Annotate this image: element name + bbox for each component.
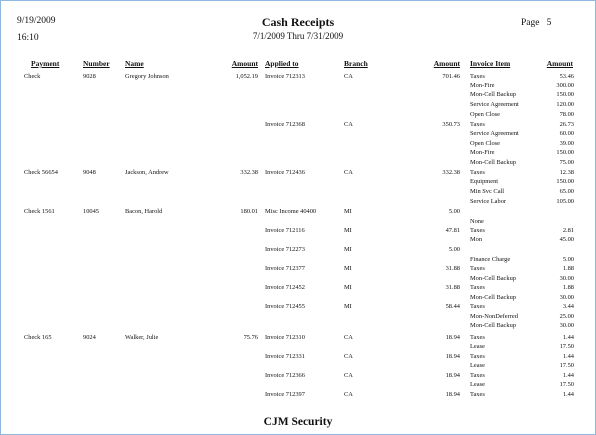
invoice-item: Taxes: [470, 303, 485, 310]
payment-type: Check 165: [24, 334, 52, 341]
col-amount-item: Amount: [546, 59, 573, 68]
payment-type: Check 1561: [24, 208, 55, 215]
payment-number: 9028: [83, 73, 96, 80]
branch: MI: [344, 265, 352, 272]
applied-to: Invoice 712331: [265, 353, 305, 360]
invoice-item: Service Labor: [470, 198, 507, 205]
invoice-item: Taxes: [470, 391, 485, 398]
report-date: 9/19/2009: [17, 16, 56, 26]
invoice-item: Taxes: [470, 169, 485, 176]
item-amount: 17.50: [559, 362, 574, 369]
customer-name: Jackson, Andrew: [125, 169, 169, 176]
branch: MI: [344, 227, 352, 234]
invoice-item: None: [470, 218, 484, 225]
applied-amount: 31.88: [445, 284, 460, 291]
invoice-item: Lease: [470, 362, 485, 369]
page-indicator: [521, 18, 551, 28]
applied-amount: 31.88: [445, 265, 460, 272]
item-amount: 5.00: [562, 256, 574, 263]
item-amount: 1.44: [562, 391, 574, 398]
invoice-item: Open Close: [470, 111, 500, 118]
applied-amount: 58.44: [445, 303, 460, 310]
applied-amount: 18.94: [445, 372, 460, 379]
item-amount: 120.00: [556, 101, 574, 108]
branch: CA: [344, 169, 353, 176]
col-amount-applied: Amount: [433, 59, 460, 68]
applied-amount: 332.38: [442, 169, 460, 176]
invoice-item: Open Close: [470, 140, 500, 147]
item-amount: 30.00: [559, 275, 574, 282]
invoice-item: Mon-Fire: [470, 149, 495, 156]
applied-to: Invoice 712368: [265, 121, 305, 128]
applied-amount: 47.81: [445, 227, 460, 234]
report-title: Cash Receipts: [261, 15, 335, 29]
branch: CA: [344, 372, 353, 379]
payment-number: 9048: [83, 169, 96, 176]
item-amount: 17.50: [559, 381, 574, 388]
col-branch: Branch: [344, 59, 368, 68]
branch: CA: [344, 391, 353, 398]
branch: CA: [344, 353, 353, 360]
item-amount: 3.44: [562, 303, 574, 310]
branch: CA: [344, 121, 353, 128]
item-amount: 53.46: [559, 73, 574, 80]
col-amount: Amount: [231, 59, 258, 68]
applied-to: Invoice 712452: [265, 284, 305, 291]
item-amount: 26.73: [559, 121, 574, 128]
invoice-item: Lease: [470, 343, 485, 350]
applied-to: Invoice 712366: [265, 372, 305, 379]
payment-type: Check: [24, 73, 41, 80]
branch: CA: [344, 334, 353, 341]
invoice-item: Service Agreement: [470, 130, 519, 137]
invoice-item: Mon-Fire: [470, 82, 495, 89]
item-amount: 300.00: [556, 82, 574, 89]
customer-name: Bacon, Harold: [125, 208, 163, 215]
item-amount: 105.00: [556, 198, 574, 205]
invoice-item: Min Svc Call: [470, 188, 505, 195]
applied-to: Invoice 712397: [265, 391, 305, 398]
applied-amount: 18.94: [445, 334, 460, 341]
item-amount: 1.88: [562, 284, 574, 291]
branch: MI: [344, 284, 352, 291]
item-amount: 78.00: [559, 111, 574, 118]
applied-amount: 701.46: [442, 73, 460, 80]
report-time: 16:10: [17, 33, 39, 43]
applied-to: Misc Income 40400: [265, 208, 317, 215]
payment-amount: 1,052.19: [235, 73, 258, 80]
item-amount: 2.81: [562, 227, 574, 234]
payment-amount: 75.76: [243, 334, 258, 341]
invoice-item: Taxes: [470, 73, 485, 80]
invoice-item: Lease: [470, 381, 485, 388]
item-amount: 1.44: [562, 334, 574, 341]
item-amount: 75.00: [559, 159, 574, 166]
applied-to: Invoice 712310: [265, 334, 305, 341]
applied-amount: 5.00: [448, 208, 460, 215]
page-label: Page: [521, 18, 540, 28]
item-amount: 39.00: [559, 140, 574, 147]
invoice-item: Taxes: [470, 334, 485, 341]
item-amount: 1.44: [562, 372, 574, 379]
item-amount: 65.00: [559, 188, 574, 195]
col-name: Name: [125, 59, 144, 68]
branch: MI: [344, 246, 352, 253]
payment-amount: 180.01: [240, 208, 258, 215]
item-amount: 12.38: [559, 169, 574, 176]
payment-number: 10045: [83, 208, 99, 215]
applied-amount: 18.94: [445, 391, 460, 398]
invoice-item: Service Agreement: [470, 101, 519, 108]
invoice-item: Mon-Cell Backup: [470, 91, 516, 98]
applied-to: Invoice 712455: [265, 303, 305, 310]
invoice-item: Taxes: [470, 121, 485, 128]
item-amount: 45.00: [559, 236, 574, 243]
applied-amount: 350.73: [442, 121, 460, 128]
customer-name: Gregory Johnson: [125, 73, 169, 80]
payment-amount: 332.38: [240, 169, 258, 176]
item-amount: 150.00: [556, 178, 574, 185]
col-applied-to: Applied to: [265, 59, 299, 68]
item-amount: 17.50: [559, 343, 574, 350]
branch: CA: [344, 73, 353, 80]
item-amount: 1.88: [562, 265, 574, 272]
invoice-item: Taxes: [470, 284, 485, 291]
item-amount: 1.44: [562, 353, 574, 360]
applied-to: Invoice 712116: [265, 227, 305, 234]
payment-type: Check 56654: [24, 169, 58, 176]
invoice-item: Taxes: [470, 353, 485, 360]
report-subtitle: 7/1/2009 Thru 7/31/2009: [252, 31, 344, 41]
company-footer: CJM Security: [263, 416, 333, 428]
applied-to: Invoice 712313: [265, 73, 305, 80]
invoice-item: Mon-Cell Backup: [470, 275, 516, 282]
invoice-item: Taxes: [470, 265, 485, 272]
branch: MI: [344, 303, 352, 310]
payment-number: 9024: [83, 334, 96, 341]
item-amount: 150.00: [556, 91, 574, 98]
branch: MI: [344, 208, 352, 215]
invoice-item: Finance Charge: [470, 256, 511, 263]
item-amount: 30.00: [559, 322, 574, 329]
item-amount: 150.00: [556, 149, 574, 156]
invoice-item: Mon-Cell Backup: [470, 159, 516, 166]
item-amount: 60.00: [559, 130, 574, 137]
applied-amount: 5.00: [448, 246, 460, 253]
applied-to: Invoice 712377: [265, 265, 305, 272]
invoice-item: Mon-Cell Backup: [470, 294, 516, 301]
col-invoice-item: Invoice Item: [470, 59, 511, 68]
col-number: Number: [83, 59, 110, 68]
invoice-item: Mon: [470, 236, 483, 243]
applied-amount: 18.94: [445, 353, 460, 360]
page-number: 5: [546, 18, 552, 28]
invoice-item: Taxes: [470, 227, 485, 234]
applied-to: Invoice 712273: [265, 246, 305, 253]
invoice-item: Equipment: [470, 178, 499, 185]
invoice-item: Mon-NonDeferred: [470, 313, 518, 320]
item-amount: 25.00: [559, 313, 574, 320]
customer-name: Walker, Julie: [125, 334, 159, 341]
item-amount: 30.00: [559, 294, 574, 301]
invoice-item: Mon-Cell Backup: [470, 322, 516, 329]
col-payment: Payment: [31, 59, 60, 68]
invoice-item: Taxes: [470, 372, 485, 379]
applied-to: Invoice 712436: [265, 169, 305, 176]
